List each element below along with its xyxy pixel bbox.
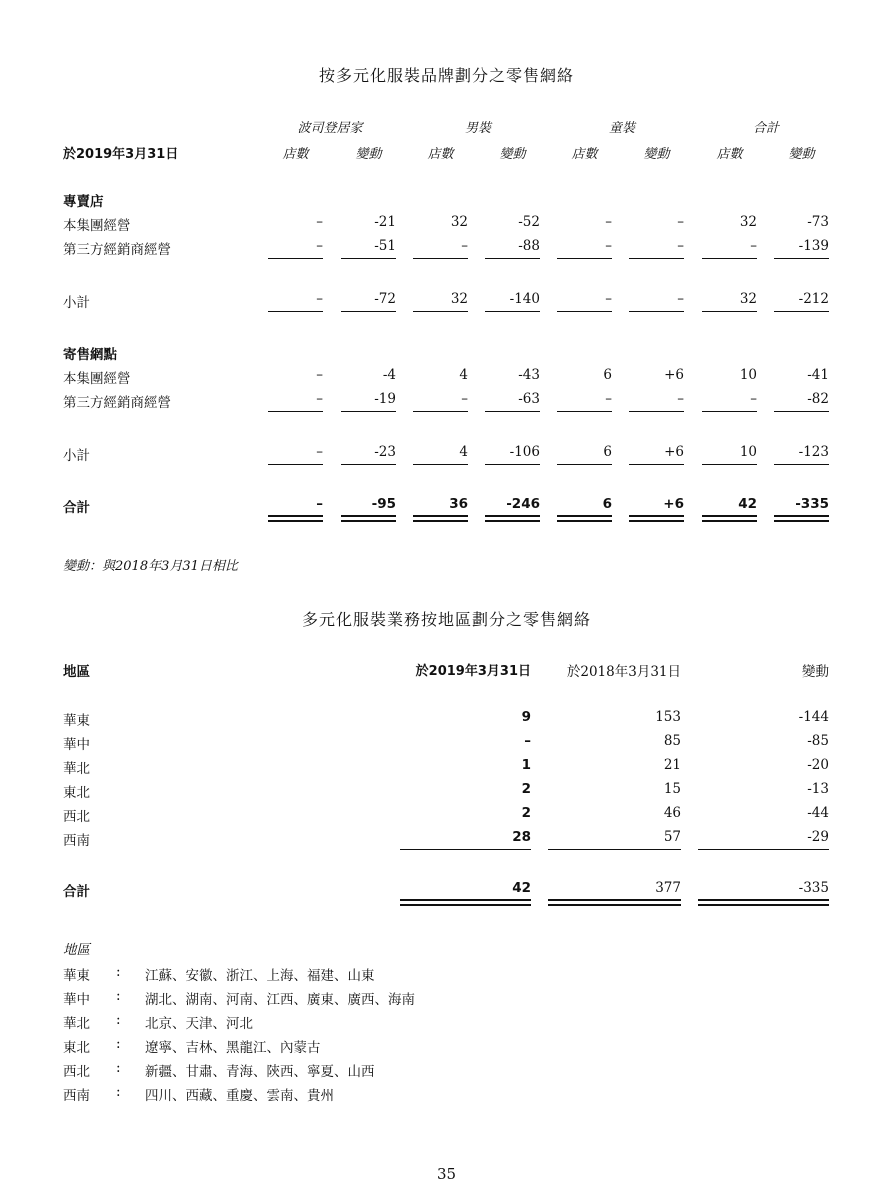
row-underline: [557, 258, 612, 259]
subtotal-underline: [557, 464, 612, 465]
table-row-cell: -4: [382, 367, 396, 383]
total-cell: 377: [655, 880, 681, 896]
subtotal-row-cell: -140: [509, 291, 540, 307]
row-underline: [341, 411, 396, 412]
table-cell: 28: [512, 829, 531, 845]
total-label: 合計: [63, 500, 90, 516]
subtotal-underline: [774, 311, 829, 312]
legend-provinces: 北京、天津、河北: [145, 1016, 253, 1032]
subtotal-underline: [485, 311, 540, 312]
total-cell: -335: [798, 880, 829, 896]
table-cell: -144: [798, 709, 829, 725]
table-row-cell: –: [461, 391, 468, 407]
table-cell: 46: [663, 805, 681, 821]
table-row-cell: -43: [518, 367, 540, 383]
table-row-cell: –: [605, 238, 612, 254]
subtotal-label: 小計: [63, 295, 90, 311]
subtotal-row-cell: -72: [374, 291, 396, 307]
region-total-double-underline: [698, 899, 829, 906]
region-label: 華中: [63, 737, 90, 753]
subtotal-row-cell: +6: [664, 444, 684, 460]
region-label: 西南: [63, 833, 90, 849]
total-double-underline: [341, 515, 396, 522]
row-underline: [413, 258, 468, 259]
page-number: 35: [436, 1165, 457, 1183]
table-row-cell: -88: [518, 238, 540, 254]
legend-region-name: 華東: [63, 968, 90, 984]
subtotal-row-cell: -106: [509, 444, 540, 460]
table-row-cell: 6: [603, 367, 612, 383]
subtotal-underline: [413, 464, 468, 465]
date-header: 於2019年3月31日: [63, 147, 179, 162]
table-cell: -20: [807, 757, 829, 773]
total-row-cell: –: [316, 496, 323, 512]
row-underline: [774, 411, 829, 412]
subtotal-underline: [629, 464, 684, 465]
table-row-cell: –: [605, 214, 612, 230]
row-underline: [268, 258, 323, 259]
subtotal-underline: [557, 311, 612, 312]
table-cell: 1: [521, 757, 531, 773]
table-row-cell: 32: [739, 214, 757, 230]
total-cell: 42: [512, 880, 531, 896]
subtotal-underline: [485, 464, 540, 465]
table-row-cell: 4: [459, 367, 468, 383]
subtotal-underline: [341, 311, 396, 312]
table2-title: 多元化服裝業務按地區劃分之零售網絡: [301, 610, 591, 629]
row-label: 第三方經銷商經營: [63, 242, 171, 258]
subtotal-underline: [413, 311, 468, 312]
table-row-cell: -21: [374, 214, 396, 230]
table-cell: -29: [807, 829, 829, 845]
table-row-cell: -19: [374, 391, 396, 407]
subtotal-row-cell: 6: [603, 444, 612, 460]
region-label: 西北: [63, 809, 90, 825]
table-cell: 9: [521, 709, 531, 725]
row-underline: [485, 411, 540, 412]
row-underline: [629, 411, 684, 412]
table-row-cell: -139: [798, 238, 829, 254]
table-row-cell: –: [750, 391, 757, 407]
table-cell: -13: [807, 781, 829, 797]
legend-region-name: 華北: [63, 1016, 90, 1032]
region-underline: [548, 849, 681, 850]
subtotal-underline: [341, 464, 396, 465]
col-header: 於2018年3月31日: [566, 664, 681, 680]
legend-region-name: 東北: [63, 1040, 90, 1056]
subtotal-underline: [268, 311, 323, 312]
table-row-cell: –: [605, 391, 612, 407]
subtotal-row-cell: 32: [739, 291, 757, 307]
legend-provinces: 四川、西藏、重慶、雲南、貴州: [145, 1088, 334, 1104]
region-total-label: 合計: [63, 884, 90, 900]
sub-header: 店數: [427, 147, 454, 162]
total-double-underline: [485, 515, 540, 522]
table-row-cell: -82: [807, 391, 829, 407]
legend-provinces: 江蘇、安徽、浙江、上海、福建、山東: [145, 968, 375, 984]
row-underline: [702, 411, 757, 412]
subtotal-row-cell: 32: [450, 291, 468, 307]
subtotal-underline: [774, 464, 829, 465]
table-row-cell: -51: [374, 238, 396, 254]
region-label: 華北: [63, 761, 90, 777]
sub-header: 變動: [499, 147, 526, 162]
table-row-cell: -63: [518, 391, 540, 407]
table-row-cell: –: [750, 238, 757, 254]
legend-title: 地區: [63, 942, 90, 958]
table-row-cell: –: [677, 391, 684, 407]
row-underline: [413, 411, 468, 412]
total-double-underline: [702, 515, 757, 522]
table-cell: –: [524, 733, 531, 749]
group-header: 波司登居家: [297, 121, 363, 136]
legend-region-name: 西北: [63, 1064, 90, 1080]
region-underline: [400, 849, 531, 850]
row-label: 第三方經銷商經營: [63, 395, 171, 411]
subtotal-label: 小計: [63, 448, 90, 464]
sub-header: 變動: [355, 147, 382, 162]
table-row-cell: 10: [739, 367, 757, 383]
total-double-underline: [774, 515, 829, 522]
table-cell: 153: [655, 709, 681, 725]
group-header: 男裝: [464, 121, 491, 136]
table-cell: -85: [807, 733, 829, 749]
row-underline: [485, 258, 540, 259]
legend-provinces: 新疆、甘肅、青海、陝西、寧夏、山西: [145, 1064, 375, 1080]
subtotal-underline: [268, 464, 323, 465]
total-row-cell: 36: [449, 496, 468, 512]
table-row-cell: –: [316, 367, 323, 383]
section-title: 專賣店: [63, 194, 104, 210]
legend-separator: :: [116, 1060, 121, 1076]
table-row-cell: –: [316, 238, 323, 254]
table-row-cell: –: [677, 214, 684, 230]
subtotal-row-cell: –: [677, 291, 684, 307]
col-header: 於2019年3月31日: [415, 664, 531, 679]
subtotal-underline: [702, 311, 757, 312]
table-row-cell: +6: [664, 367, 684, 383]
table-row-cell: 32: [450, 214, 468, 230]
table-cell: 2: [521, 781, 531, 797]
table1-title: 按多元化服裝品牌劃分之零售網絡: [318, 66, 574, 85]
row-underline: [557, 411, 612, 412]
total-row-cell: -246: [506, 496, 540, 512]
group-header: 童裝: [608, 121, 635, 136]
region-header: 地區: [63, 664, 90, 680]
legend-region-name: 華中: [63, 992, 90, 1008]
legend-provinces: 遼寧、吉林、黑龍江、內蒙古: [145, 1040, 321, 1056]
legend-separator: :: [116, 1084, 121, 1100]
table-row-cell: –: [316, 391, 323, 407]
row-underline: [629, 258, 684, 259]
legend-separator: :: [116, 1036, 121, 1052]
subtotal-row-cell: 10: [739, 444, 757, 460]
table-cell: 85: [663, 733, 681, 749]
subtotal-underline: [702, 464, 757, 465]
total-row-cell: -335: [795, 496, 829, 512]
table-cell: 2: [521, 805, 531, 821]
row-label: 本集團經營: [63, 371, 131, 387]
row-underline: [702, 258, 757, 259]
table1-note: 變動：與2018年3月31日相比: [63, 559, 238, 574]
legend-separator: :: [116, 1012, 121, 1028]
table-cell: 57: [663, 829, 681, 845]
total-row-cell: 42: [738, 496, 757, 512]
group-header: 合計: [752, 121, 779, 136]
total-row-cell: 6: [602, 496, 612, 512]
legend-separator: :: [116, 988, 121, 1004]
legend-provinces: 湖北、湖南、河南、江西、廣東、廣西、海南: [145, 992, 415, 1008]
total-double-underline: [629, 515, 684, 522]
sub-header: 變動: [643, 147, 670, 162]
region-underline: [698, 849, 829, 850]
total-row-cell: -95: [371, 496, 396, 512]
region-total-double-underline: [400, 899, 531, 906]
row-label: 本集團經營: [63, 218, 131, 234]
subtotal-row-cell: –: [316, 444, 323, 460]
table-cell: 15: [663, 781, 681, 797]
table-row-cell: –: [316, 214, 323, 230]
table-cell: 21: [663, 757, 681, 773]
table-row-cell: –: [677, 238, 684, 254]
sub-header: 店數: [571, 147, 598, 162]
table-cell: -44: [807, 805, 829, 821]
sub-header: 店數: [282, 147, 309, 162]
table-row-cell: –: [461, 238, 468, 254]
region-total-double-underline: [548, 899, 681, 906]
sub-header: 店數: [716, 147, 743, 162]
row-underline: [774, 258, 829, 259]
subtotal-row-cell: –: [605, 291, 612, 307]
table-row-cell: -41: [807, 367, 829, 383]
subtotal-row-cell: -212: [798, 291, 829, 307]
col-header: 變動: [802, 664, 829, 680]
subtotal-row-cell: -123: [798, 444, 829, 460]
total-double-underline: [268, 515, 323, 522]
sub-header: 變動: [788, 147, 815, 162]
table-row-cell: -52: [518, 214, 540, 230]
subtotal-row-cell: 4: [459, 444, 468, 460]
legend-separator: :: [116, 964, 121, 980]
total-row-cell: +6: [663, 496, 684, 512]
total-double-underline: [557, 515, 612, 522]
region-label: 華東: [63, 713, 90, 729]
subtotal-row-cell: –: [316, 291, 323, 307]
legend-region-name: 西南: [63, 1088, 90, 1104]
total-double-underline: [413, 515, 468, 522]
table-row-cell: -73: [807, 214, 829, 230]
subtotal-underline: [629, 311, 684, 312]
section-title: 寄售網點: [63, 347, 117, 363]
row-underline: [268, 411, 323, 412]
row-underline: [341, 258, 396, 259]
region-label: 東北: [63, 785, 90, 801]
subtotal-row-cell: -23: [374, 444, 396, 460]
